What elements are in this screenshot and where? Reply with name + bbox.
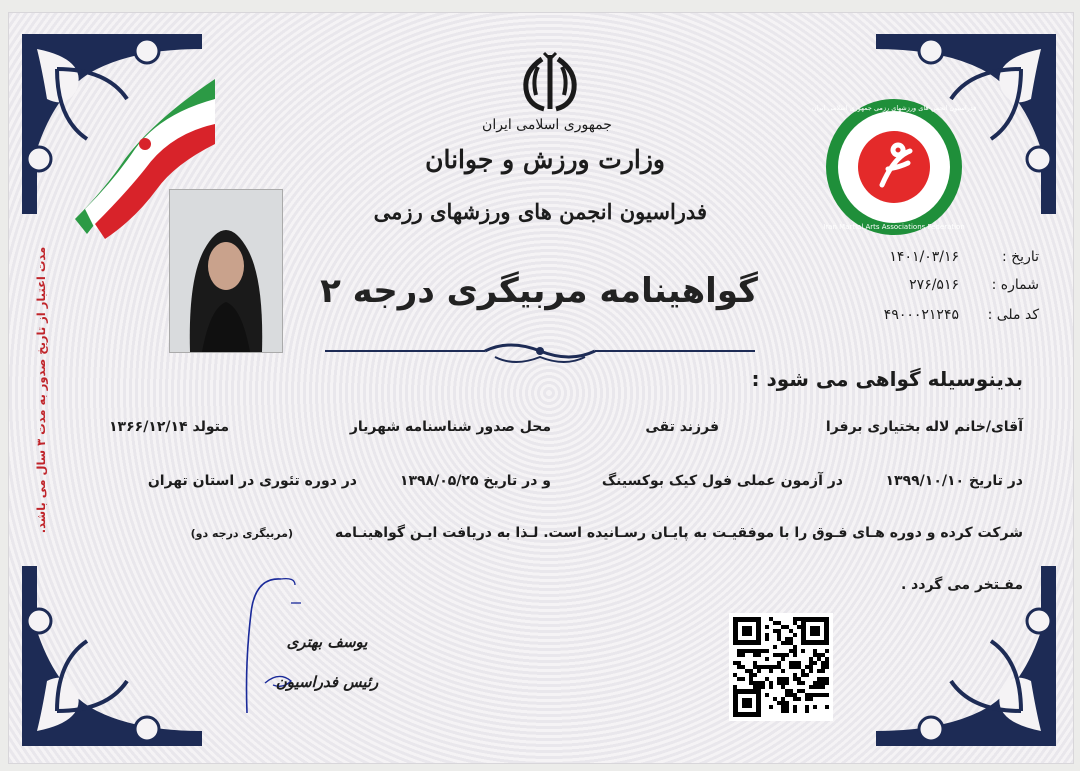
- body-line4: مفـتخر می گردد .: [900, 577, 1023, 593]
- number-label: شماره :: [991, 277, 1039, 293]
- federation-logo-icon: [811, 97, 977, 237]
- header-ministry: وزارت ورزش و جوانان: [425, 145, 665, 174]
- national-code-label: کد ملی :: [987, 307, 1039, 323]
- body-father: فرزند تقی: [645, 419, 719, 435]
- body-line3: شرکت کرده و دوره هـای فـوق را با موفقیـت به پایـان رسـانیده است. لـذا به دریافت ایـن گواهینـامه: [334, 525, 1023, 541]
- body-theory-desc: در دوره تئوری در استان تهران: [147, 473, 357, 489]
- body-exam-date: در تاریخ ۱۳۹۹/۱۰/۱۰: [885, 473, 1023, 489]
- date-label: تاریخ :: [1001, 249, 1039, 265]
- national-code-value: ۴۹۰۰۰۲۱۲۴۵: [883, 307, 959, 323]
- title-divider-ornament: [325, 339, 755, 369]
- number-value: ۲۷۶/۵۱۶: [909, 277, 959, 293]
- logo-ring-fa: فدراسیون انجمن های ورزشهای رزمی جمهوری اسلامی ایران: [811, 104, 977, 112]
- date-value: ۱۴۰۱/۰۳/۱۶: [889, 249, 959, 265]
- body-intro: بدینوسیله گواهی می شود :: [751, 367, 1023, 391]
- body-issue-place: محل صدور شناسنامه شهریار: [349, 419, 551, 435]
- certificate: [8, 12, 1074, 764]
- corner-ornament-bottom-left: [17, 561, 207, 751]
- page-title: گواهینامه مربیگری درجه ۲: [320, 271, 758, 311]
- iran-emblem-icon: [514, 51, 586, 115]
- body-line3-note: (مربیگری درجه دو): [190, 527, 293, 540]
- body-theory-date: و در تاریخ ۱۳۹۸/۰۵/۲۵: [399, 473, 551, 489]
- qr-code-icon[interactable]: [729, 613, 833, 721]
- body-birth: متولد ۱۳۶۶/۱۲/۱۴: [109, 419, 229, 435]
- body-exam-desc: در آزمون عملی فول کیک بوکسینگ: [601, 473, 843, 489]
- body-person: آقای/خانم لاله بختیاری برفرا: [825, 419, 1023, 435]
- logo-ring-en: Iran Martial Arts Associations Federation: [823, 223, 965, 231]
- profile-photo: [169, 189, 283, 353]
- validity-note: مدت اعتبار از تاریخ صدور به مدت ۳ سال می باشد.: [34, 246, 48, 534]
- header-federation: فدراسیون انجمن های ورزشهای رزمی: [373, 199, 707, 224]
- signatory-role: رئیس فدراسیون: [275, 673, 379, 691]
- header-country: جمهوری اسلامی ایران: [482, 117, 612, 133]
- signatory-name: یوسف بهتری: [286, 633, 368, 651]
